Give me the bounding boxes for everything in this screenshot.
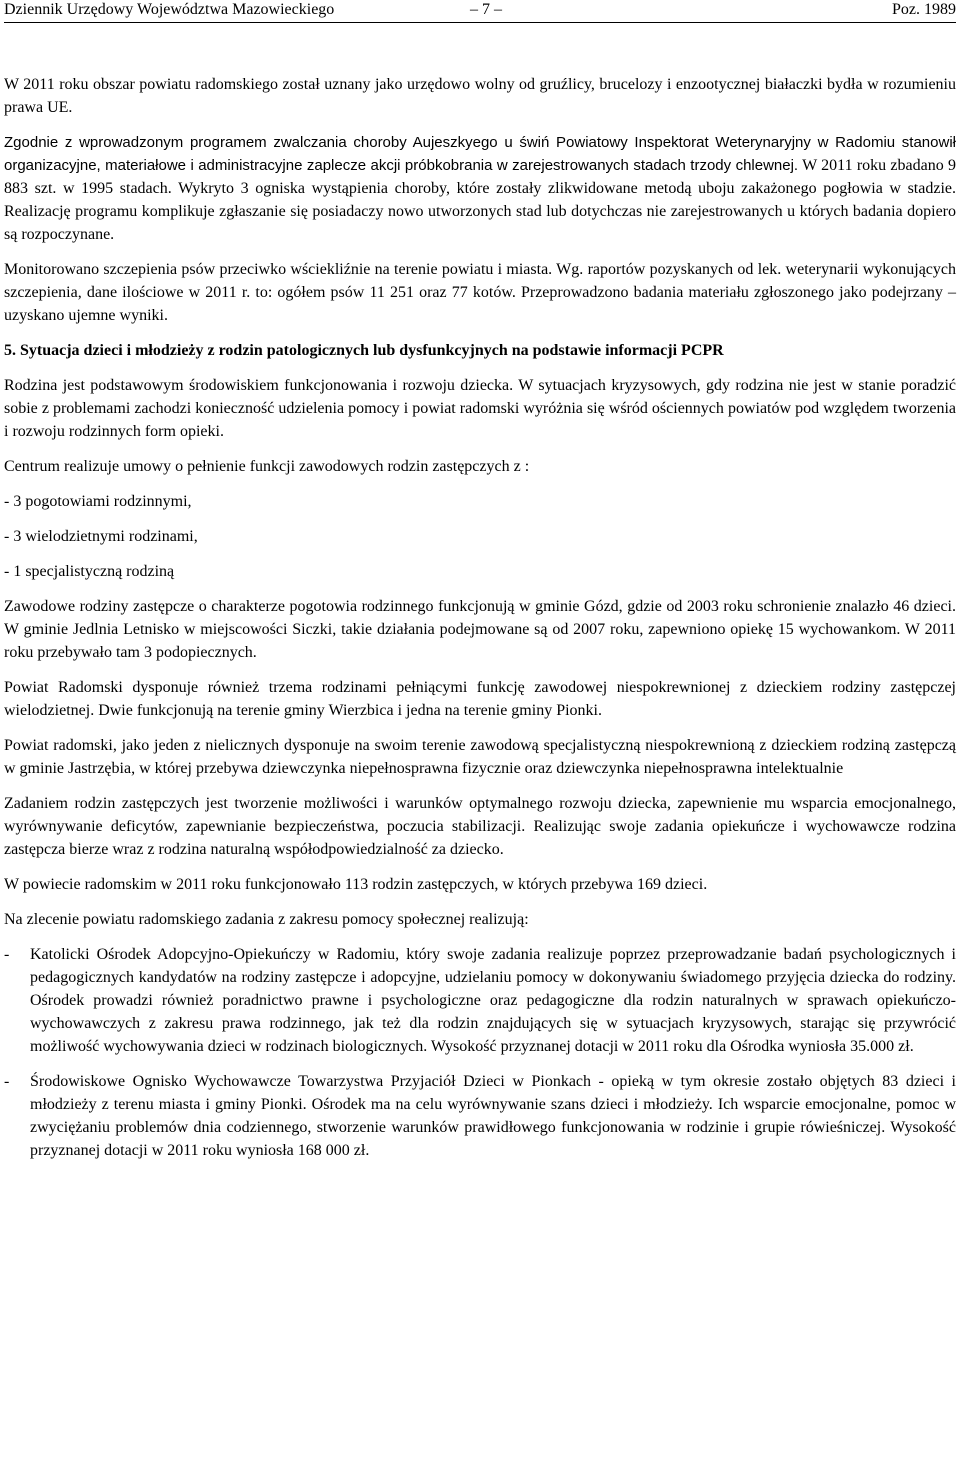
page-number: – 7 – xyxy=(470,1,502,18)
paragraph-large-families: Powiat Radomski dysponuje również trzema rodzinami pełniącymi funkcję zawodowej niespokrewnionej z dzieckiem rodziny zastępczej wielodzietnej. Dwie funkcjonują na terenie gminy Wierzbica i jedna na terenie gminy Pionki. xyxy=(4,679,956,719)
page-header xyxy=(4,0,956,23)
paragraph-commissioned: Na zlecenie powiatu radomskiego zadania z zakresu pomocy społecznej realizują: xyxy=(4,911,529,928)
section-heading-5: 5. Sytuacja dzieci i młodzieży z rodzin patologicznych lub dysfunkcyjnych na podstawie informacji PCPR xyxy=(4,342,724,359)
list-item-text: Środowiskowe Ognisko Wychowawcze Towarzystwa Przyjaciół Dzieci w Pionkach - opieką w tym okresie zostało objętych 83 dzieci i młodzieży z terenu miasta i gminy Pionki. Ośrodek ma na celu wyrównywanie szans dzieci i młodzieży. Ich wsparcie emocjonalne, pomoc w zwyciężaniu problemów dnia codziennego, stworzenie warunków prawidłowego funkcjonowania w rodzinie i grupie rówieśniczej. Wysokość przyznanej dotacji w 2011 roku wyniosła 168 000 zł. xyxy=(30,1073,956,1159)
paragraph-aujeszky-part2: W 2011 roku zbadano 9 883 szt. w 1995 stadach. Wykryto 3 ogniska wystąpienia choroby, które zostały zlikwidowane metodą uboju zakażonego pogłowia w stadzie. Realizację programu komplikuje zgłaszanie się posiadaczy nowo utworzonych stad lub dotychczas nie zarejestrowanych u których badania dopiero są rozpoczynane. xyxy=(4,157,956,243)
paragraph-specialist-family: Powiat radomski, jako jeden z nielicznych dysponuje na swoim terenie zawodową specjalistyczną niespokrewnioną z dzieckiem rodziną zastępczą w gminie Jastrzębia, w której przebywa dziewczynka niepełnosprawna fizycznie oraz dziewczynka niepełnosprawna intelektualnie xyxy=(4,737,956,777)
list-item: - 3 wielodzietnymi rodzinami, xyxy=(4,528,198,545)
list-item: - 1 specjalistyczną rodziną xyxy=(4,563,175,580)
paragraph-eu-status: W 2011 roku obszar powiatu radomskiego został uznany jako urzędowo wolny od gruźlicy, brucelozy i enzootycznej białaczki bydła w rozumieniu prawa UE. xyxy=(4,76,956,116)
list-item: - 3 pogotowiami rodzinnymi, xyxy=(4,493,192,510)
paragraph-aujeszky-part1: Zgodnie z wprowadzonym programem zwalczania choroby Aujeszkyego u świń Powiatowy Inspektorat Weterynaryjny w Radomiu stanowił organizacyjne, materiałowe i administracyjne zaplecze akcji próbkobrania w zarejestrowanych stadach trzody chlewnej. xyxy=(4,134,956,174)
journal-title: Dziennik Urzędowy Województwa Mazowieckiego xyxy=(4,1,335,18)
paragraph-aujeszky xyxy=(4,131,956,246)
list-item xyxy=(4,1070,956,1162)
paragraph-emergency-families: Zawodowe rodziny zastępcze o charakterze pogotowia rodzinnego funkcjonują w gminie Gózd, gdzie od 2003 roku schronienie znalazło 46 dzieci. W gminie Jedlnia Letnisko w miejscowości Siczki, takie działania podejmowane są od 2007 roku, zapewniono opiekę 15 wychowankom. W 2011 roku przebywało tam 3 podopiecznych. xyxy=(4,598,956,661)
paragraph-family: Rodzina jest podstawowym środowiskiem funkcjonowania i rozwoju dziecka. W sytuacjach kryzysowych, gdy rodzina nie jest w stanie poradzić sobie z problemami zachodzi konieczność udzielenia pomocy i powiat radomski wyróżnia się wśród ościennych powiatów pod względem tworzenia i rozwoju rodzinnych form opieki. xyxy=(4,377,956,440)
list-item-text: Katolicki Ośrodek Adopcyjno-Opiekuńczy w Radomiu, który swoje zadania realizuje poprzez przeprowadzanie badań psychologicznych i pedagogicznych kandydatów na rodziny zastępcze i adopcyjne, udzielaniu pomocy w dokonywaniu świadomego przyjęcia dziecka do rodziny. Ośrodek prowadzi również poradnictwo prawne i psychologiczne oraz pedagogiczne dla rodzin naturalnych w sprawach opiekuńczo-wychowawczych z zakresu prawa rodzinnego, jak też dla rodzin znajdujących się w sytuacjach kryzysowych, starając się przywrócić możliwość wychowywania dzieci w rodzinach biologicznych. Wysokość przyznanej dotacji w 2011 roku dla Ośrodka wyniosła 35.000 zł. xyxy=(30,946,956,1055)
paragraph-rabies: Monitorowano szczepienia psów przeciwko wściekliźnie na terenie powiatu i miasta. Wg. raportów pozyskanych od lek. weterynarii wykonujących szczepienia, dane ilościowe w 2011 r. to: ogółem psów 11 251 oraz 77 kotów. Przeprowadzono badania materiału zgłoszonego jako podejrzany – uzyskano ujemne wyniki. xyxy=(4,261,956,324)
list-bullet: - xyxy=(4,1073,10,1090)
paragraph-contracts: Centrum realizuje umowy o pełnienie funkcji zawodowych rodzin zastępczych z : xyxy=(4,458,530,475)
paragraph-foster-tasks: Zadaniem rodzin zastępczych jest tworzenie możliwości i warunków optymalnego rozwoju dziecka, zapewnienie mu wsparcia emocjonalnego, wyrównywanie deficytów, zapewnianie bezpieczeństwa, poczucia stabilizacji. Realizując swoje zadania opiekuńcze i wychowawcze rodzina zastępcza bierze wraz z rodzina naturalną współodpowiedzialność za dziecko. xyxy=(4,795,956,858)
position-number: Poz. 1989 xyxy=(892,1,956,18)
document-body xyxy=(4,73,956,1174)
list-bullet: - xyxy=(4,946,10,963)
paragraph-foster-count: W powiecie radomskim w 2011 roku funkcjonowało 113 rodzin zastępczych, w których przebywa 169 dzieci. xyxy=(4,876,708,893)
list-item xyxy=(4,943,956,1058)
